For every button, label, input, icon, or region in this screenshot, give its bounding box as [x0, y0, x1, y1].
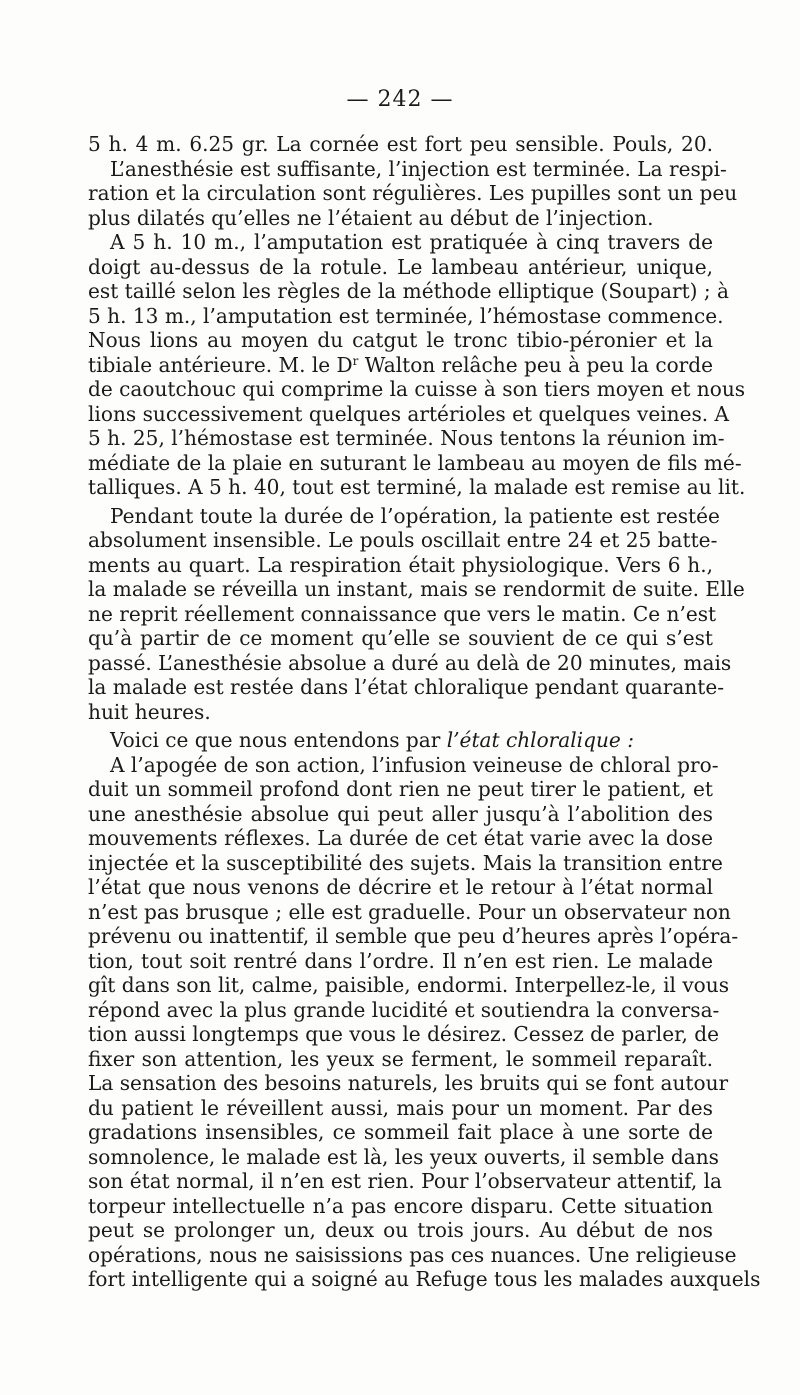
italic-term: l’état chloralique :	[446, 728, 634, 752]
text-line: la malade se réveilla un instant, mais se rendormit de suite. Elle	[88, 577, 745, 601]
text-line: L’anesthésie est suffisante, l’injection est terminée. La respi-	[110, 156, 727, 181]
text-line: A 5 h. 10 m., l’amputation est pratiquée à cinq travers de	[110, 230, 713, 254]
text-line: gît dans son lit, calme, paisible, endormi. Interpellez-le, il vous	[88, 973, 730, 997]
text-line: ments au quart. La respiration était physiologique. Vers 6 h.,	[88, 552, 713, 577]
text-line: somnolence, le malade est là, les yeux ouverts, il semble dans	[88, 1144, 719, 1169]
text-line: huit heures.	[88, 699, 211, 724]
text-line: injectée et la susceptibilité des sujets. Mais la transition entre	[88, 850, 723, 875]
text-line: passé. L’anesthésie absolue a duré au delà de 20 minutes, mais	[88, 650, 732, 675]
text-line: ne reprit réellement connaissance que vers le matin. Ce n’est	[88, 601, 717, 626]
text-line: son état normal, il n’en est rien. Pour l’observateur attentif, la	[88, 1169, 723, 1193]
text-line: lions successivement quelques artérioles et quelques veines. A	[88, 401, 730, 426]
text-fragment: Voici ce que nous entendons par	[110, 728, 447, 752]
text-line: La sensation des besoins naturels, les bruits qui se font autour	[88, 1071, 729, 1095]
text-line: fixer son attention, les yeux se ferment, le sommeil reparaît.	[88, 1046, 713, 1071]
text-line: Nous lions au moyen du catgut le tronc tibio-péronier et la	[88, 328, 713, 352]
text-line-doctor	[88, 353, 713, 378]
text-line: tion aussi longtemps que vous le désirez. Cessez de parler, de	[88, 1022, 720, 1046]
paragraph-5	[88, 752, 761, 1292]
text-line: l’état que nous venons de décrire et le retour à l’état normal	[88, 875, 713, 899]
text-line: gradations insensibles, ce sommeil fait place à une sorte de	[88, 1120, 713, 1144]
text-line-heading	[88, 728, 713, 753]
text-line: mouvements réflexes. La durée de cet état varie avec la dose	[88, 826, 713, 850]
paragraph-1	[88, 132, 738, 230]
text-line: peut se prolonger un, deux ou trois jours. Au début de nos	[88, 1218, 713, 1242]
text-line: duit un sommeil profond dont rien ne peut tirer le patient, et	[88, 777, 713, 801]
text-line: répond avec la plus grande lucidité et soutiendra la conversa-	[88, 997, 720, 1022]
text-line: n’est pas brusque ; elle est graduelle. Pour un observateur non	[88, 899, 731, 924]
text-line: médiate de la plaie en suturant le lambeau au moyen de fils mé-	[88, 450, 742, 475]
text-line: qu’à partir de ce moment qu’elle se souvient de ce qui s’est	[88, 626, 713, 650]
text-line: est taillé selon les règles de la méthode elliptique (Soupart) ; à	[88, 279, 730, 303]
text-line: 5 h. 13 m., l’amputation est terminée, l’hémostase commence.	[88, 303, 724, 328]
text-line: tion, tout soit rentré dans l’ordre. Il n’en est rien. Le malade	[88, 948, 713, 973]
text-line: torpeur intellectuelle n’a pas encore disparu. Cette situation	[88, 1193, 713, 1218]
text-line: doigt au-dessus de la rotule. Le lambeau antérieur, unique,	[88, 254, 713, 279]
text-line: de caoutchouc qui comprime la cuisse à son tiers moyen et nous	[88, 377, 746, 401]
paragraph-2	[88, 230, 746, 500]
page-number: — 242 —	[346, 87, 454, 112]
text-fragment: tibiale antérieure. M. le D	[88, 352, 353, 377]
body-text	[88, 132, 761, 1292]
paragraph-4	[88, 728, 713, 753]
text-line: plus dilatés qu’elles ne l’étaient au début de l’injection.	[88, 205, 654, 230]
text-line: du patient le réveillent aussi, mais pour un moment. Par des	[88, 1095, 713, 1120]
text-line: 5 h. 25, l’hémostase est terminée. Nous tentons la réunion im-	[88, 426, 725, 450]
text-line: talliques. A 5 h. 40, tout est terminé, la malade est remise au lit.	[88, 475, 746, 499]
text-line: A l’apogée de son action, l’infusion veineuse de chloral pro-	[110, 752, 719, 777]
text-line: absolument insensible. Le pouls oscillait entre 24 et 25 batte-	[88, 528, 718, 552]
text-fragment: Walton relâche peu à peu la corde	[358, 352, 714, 377]
text-line: prévenu ou inattentif, il semble que peu d’heures après l’opéra-	[88, 924, 739, 948]
text-line: fort intelligente qui a soigné au Refuge tous les malades auxquels	[88, 1267, 761, 1291]
text-line: opérations, nous ne saisissions pas ces nuances. Une religieuse	[88, 1242, 737, 1267]
text-line: une anesthésie absolue qui peut aller jusqu’à l’abolition des	[88, 801, 713, 826]
text-line: Pendant toute la durée de l’opération, la patiente est restée	[110, 503, 720, 528]
text-line: 5 h. 4 m. 6.25 gr. La cornée est fort peu sensible. Pouls, 20.	[88, 132, 713, 156]
paragraph-3	[88, 503, 745, 725]
superscript: r	[352, 353, 359, 368]
text-line: la malade est restée dans l’état chloralique pendant quarante-	[88, 675, 725, 699]
text-line: ration et la circulation sont régulières. Les pupilles sont un peu	[88, 181, 738, 205]
